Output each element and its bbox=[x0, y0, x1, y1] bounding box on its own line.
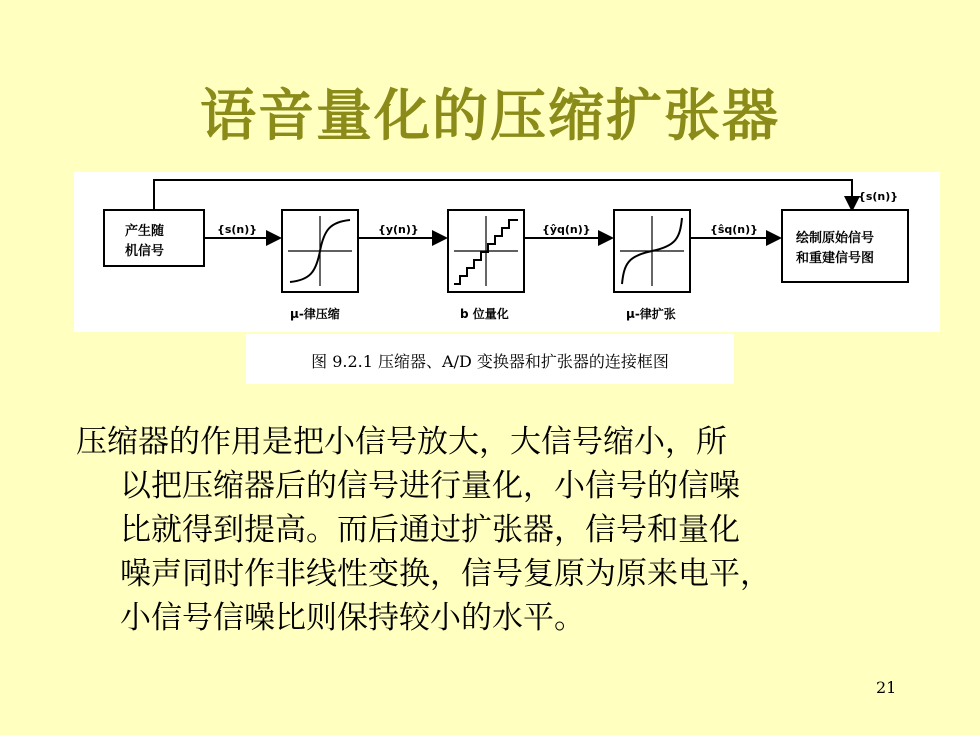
block-diagram-svg bbox=[74, 172, 940, 332]
signal-y-label: {y(n)} bbox=[378, 223, 419, 236]
body-paragraph bbox=[76, 420, 936, 640]
quantizer-label: b 位量化 bbox=[460, 307, 509, 321]
block-diagram bbox=[74, 172, 940, 332]
plot-block-line2: 和重建信号图 bbox=[796, 251, 875, 266]
feedback-line bbox=[154, 180, 852, 210]
source-block-line2: 机信号 bbox=[125, 244, 165, 259]
figure-caption: 图 9.2.1 压缩器、A/D 变换器和扩张器的连接框图 bbox=[311, 352, 669, 371]
compressor-label: μ-律压缩 bbox=[290, 307, 340, 321]
caption-box bbox=[246, 334, 734, 384]
plot-block bbox=[782, 210, 908, 282]
plot-block-line1: 绘制原始信号 bbox=[796, 231, 875, 246]
source-block-line1: 产生随 bbox=[125, 224, 165, 239]
signal-sq-label: {ŝq(n)} bbox=[710, 223, 758, 236]
paragraph-line-1: 压缩器的作用是把小信号放大，大信号缩小，所 bbox=[76, 424, 727, 460]
feedback-signal-label: {s(n)} bbox=[858, 190, 899, 203]
expander-label: μ-律扩张 bbox=[626, 307, 676, 321]
paragraph-line-4: 噪声同时作非线性变换，信号复原为原来电平， bbox=[120, 556, 771, 592]
paragraph-line-2: 以把压缩器后的信号进行量化，小信号的信噪 bbox=[120, 468, 740, 504]
slide-title: 语音量化的压缩扩张器 bbox=[200, 84, 780, 149]
paragraph-line-3: 比就得到提高。而后通过扩张器，信号和量化 bbox=[120, 512, 740, 548]
signal-yq-label: {ŷq(n)} bbox=[542, 223, 591, 236]
page-number: 21 bbox=[876, 678, 897, 697]
signal-s-label: {s(n)} bbox=[217, 223, 258, 236]
paragraph-line-5: 小信号信噪比则保持较小的水平。 bbox=[120, 600, 585, 636]
